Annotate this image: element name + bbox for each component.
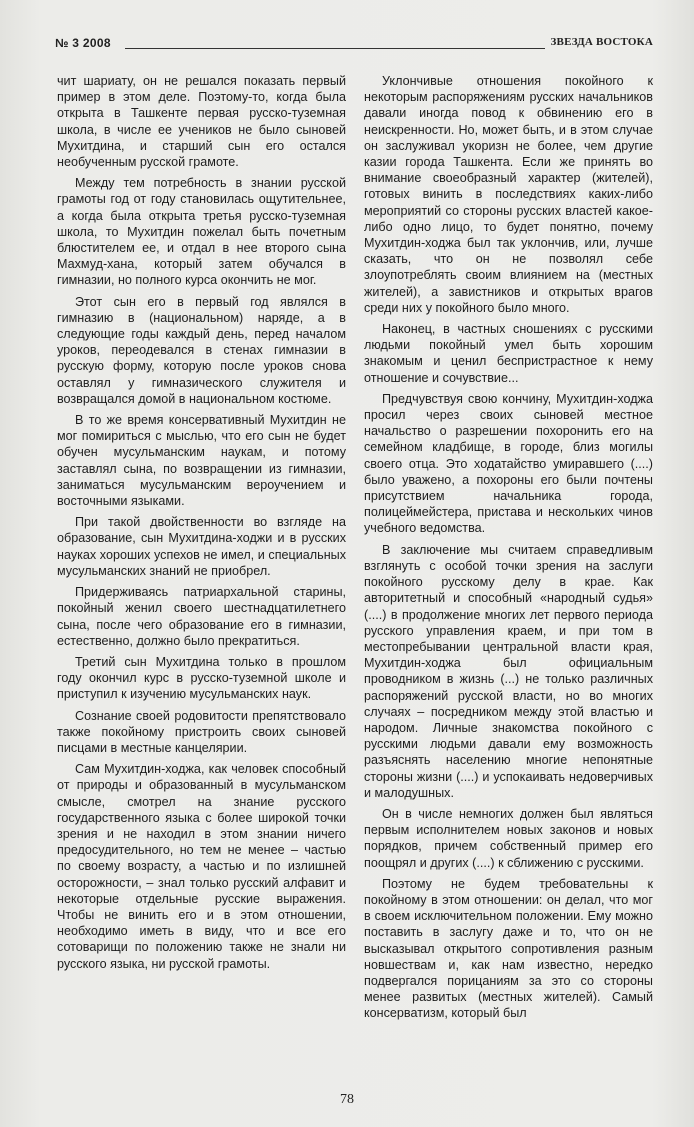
paragraph: Этот сын его в первый год являлся в гимназию в (национальном) наряде, а в следующие годы каждый день, перед началом уроков, переодевался в стенах гимназии в русскую форму, которую после уроков снова оставлял у гимназического служителя и возвращался домой в национальном костюме. (57, 294, 346, 406)
left-column (57, 73, 346, 977)
paragraph: При такой двойственности во взгляде на образование, сын Мухитдина-ходжи и в русских науках хороших успехов не имел, и специальных мусульманских знаний не приобрел. (57, 515, 346, 578)
paragraph: Третий сын Мухитдина только в прошлом году окончил курс в русско-туземной школе и приступил к изучению мусульманских наук. (57, 654, 346, 702)
paragraph: Наконец, в частных сношениях с русскими людьми покойный умел быть хорошим знакомым и ценил беспристрастное к нему отношение и сочувствие... (364, 322, 653, 385)
page-number: 78 (340, 1092, 354, 1107)
paragraph: Сознание своей родовитости препятствовало также покойному пристроить своих сыновей писцами в местные канцелярии. (57, 708, 346, 755)
header-rule (125, 48, 545, 49)
page-header (55, 36, 653, 52)
issue-number: № 3 2008 (55, 36, 111, 50)
paragraph: Между тем потребность в знании русской грамоты год от году становилась ощутительнее, а когда была открыта третья русско-туземная школа, то Мухитдин пожелал быть почетным блюстителем ее, и отдал в нее второго сына Махмуд-хана, который затем обучался в гимназии, но полного курса окончить не мог. (57, 176, 346, 288)
paragraph: Придерживаясь патриархальной старины, покойный женил своего шестнадцатилетнего сына, после чего образование его в гимназии, естественно, должно было прекратиться. (57, 585, 346, 648)
right-column (364, 73, 653, 1027)
paragraph: чит шариату, он не решался показать первый пример в этом деле. Поэтому-то, когда была открыта в Ташкенте первая русско-туземная школа, в числе ее учеников не было сыновей Мухитдина, и старший сын его остался необученным русской грамоте. (57, 74, 346, 170)
paragraph: Поэтому не будем требовательны к покойному в этом отношении: он делал, что мог в своем исключительном положении. Ему можно поставить в заслугу даже и то, что он не высказывал открытого сопротивления разным новшествам и, как нам известно, нередко подвергался порицаниям за это со стороны менее развитых (местных жителей). Самый консерватизм, который был (364, 876, 653, 1021)
paragraph: Сам Мухитдин-ходжа, как человек способный от природы и образованный в мусульманском смысле, смотрел на знание русского государственного языка с более широкой точки зрения и не находил в этом знании ничего предосудительного, но тем не менее – частью по своему возрасту, а частью и по излишней осторожности, – знал только русский алфавит и некоторые отдельные русские выражения. Чтобы не винить его и в этом отношении, необходимо иметь в виду, что и все его сотоварищи по положению также не знали ни русского языка, ни русской грамоты. (57, 762, 346, 971)
paragraph: Предчувствуя свою кончину, Мухитдин-ходжа просил через своих сыновей местное начальство о разрешении похоронить его на семейном кладбище, в городе, близ могилы своего отца. Это ходатайство умиравшего (....) было уважено, а похороны его были почтены присутствием начальника города, полицеймейстера, пристава и нескольких чинов учебного ведомства. (364, 391, 653, 536)
paragraph: Уклончивые отношения покойного к некоторым распоряжениям русских начальников давали иногда повод к обвинению его в неискренности. Но, может быть, и в этом случае он заслуживал укоризн не более, чем другие казии города Ташкента. Если же принять во внимание своеобразный характер (жителей), готовых винить в последствиях каких-либо мероприятий со стороны русских властей какое-либо одно лицо, то будет понятно, почему Мухитдин-ходжа был так уклончив, или, лучше сказать, что он не позволял себе злоупотреблять своим влиянием на (местных жителей), а завистников и открытых врагов среди них у покойного было много. (364, 74, 653, 315)
paragraph: Он в числе немногих должен был являться первым исполнителем новых законов и новых порядков, причем собственный пример его поощрял и других (....) к сближению с русскими. (364, 806, 653, 870)
paragraph: В то же время консервативный Мухитдин не мог помириться с мыслью, что его сын не будет обучен мусульманским наукам, и потому заставлял сына, по возвращении из гимназии, заниматься мусульманским вероучением и восточными языками. (57, 413, 346, 509)
paragraph: В заключение мы считаем справедливым взглянуть с особой точки зрения на заслуги покойного русскому делу в крае. Как авторитетный и способный «народный судья» (....) в продолжение многих лет первого периода русского управления краем, и при том в местопребывании центральной власти края, Мухитдин-ходжа был официальным проводником в жизнь (...) не только различных распоряжений русской власти, но во многих случаях – посредником между этой властью и народом. Личные знакомства покойного с русскими людьми давали ему возможность разъяснять населению многие непонятные стороны жизни (....) и успокаивать недоверчивых и малодушных. (364, 542, 653, 800)
journal-title: ЗВЕЗДА ВОСТОКА (550, 36, 653, 48)
